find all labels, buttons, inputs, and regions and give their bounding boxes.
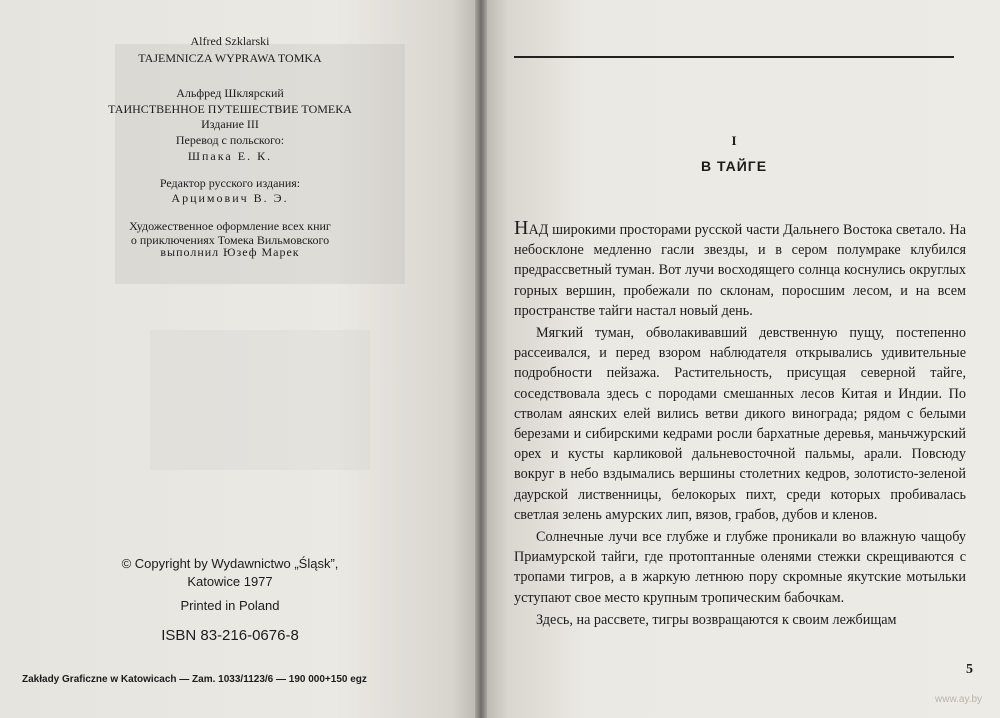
- drop-cap: Н: [514, 217, 529, 239]
- translation-label: Перевод с польского:: [175, 133, 285, 147]
- paragraph-1-text: АД широкими просторами русской части Дальнего Востока светало. На небосклоне медленно гасли звезды, и в сером полумраке клубился предрассветный туман. Вот лучи восходящего солнца коснулись округлых горных вершин, пробежали по склонам, поросшим лесом, и на всем пространстве тайги настал новый день.: [514, 222, 966, 319]
- watermark: www.ay.by: [935, 694, 983, 705]
- original-author: Alfred Szklarski: [190, 34, 270, 48]
- copyright-line-2: Katowice 1977: [187, 574, 273, 589]
- header-rule: [514, 56, 954, 58]
- original-title: TAJEMNICZA WYPRAWA TOMKA: [138, 51, 322, 65]
- art-credit-line-2: о приключениях Томека Вильмовского: [130, 233, 330, 247]
- title-russian: ТАИНСТВЕННОЕ ПУТЕШЕСТВИЕ ТОМЕКА: [108, 102, 352, 116]
- book-gutter: [475, 0, 487, 718]
- copyright-line-1: © Copyright by Wydawnictwo „Śląsk”,: [121, 556, 339, 571]
- art-credit-line-1: Художественное оформление всех книг: [129, 219, 331, 233]
- art-credit-line-3: выполнил Юзеф Марек: [160, 245, 300, 259]
- edition: Издание III: [201, 117, 259, 131]
- paragraph-4: Здесь, на рассвете, тигры возвращаются к своим лежбищам: [536, 611, 897, 628]
- chapter-body: [514, 218, 966, 630]
- isbn: ISBN 83-216-0676-8: [161, 627, 299, 644]
- printer-imprint: Zakłady Graficzne w Katowicach — Zam. 1033/1123/6 — 190 000+150 egz: [22, 674, 367, 685]
- paragraph-2: Мягкий туман, обволакивавший девственную пущу, постепенно рассеивался, и перед взором наблюдателя открывались удивительные подробности пейзажа. Растительность, присущая северной тайге, соседствовала здесь с породами смешанных лесов Китая и Индии. По стволам аянских елей вились ветви дикого винограда; рядом с белыми березами и сибирскими кедрами росли бархатные деревья, маньчжурский орех и кусты карликовой дальневосточной пальмы, арали. Повсюду вокруг в небо вздымались вершины столетних кедров, золотисто-зеленой даурской лиственницы, белокорых пихт, среди которых пробивалась светлая зелень амурских лип, вязов, грабов, дубов и кленов.: [514, 325, 966, 523]
- editor-label: Редактор русского издания:: [159, 176, 301, 190]
- paragraph-1: [514, 218, 966, 321]
- page-number: 5: [966, 662, 973, 677]
- chapter-title: В ТАЙГЕ: [700, 158, 768, 174]
- editor-name: Арцимович В. Э.: [171, 191, 289, 205]
- author-russian: Альфред Шклярский: [176, 86, 284, 100]
- printed-in: Printed in Poland: [180, 598, 280, 613]
- paragraph-3: Солнечные лучи все глубже и глубже проникали во влажную чащобу Приамурской тайги, где протоптанные оленями стежки скрещиваются с тропами тигров, а в жаркую летнюю пору скромные якутские мотыльки уступают свое место крупным тропическим бабочкам.: [514, 529, 966, 606]
- chapter-number: I: [731, 133, 737, 148]
- bleed-through-illustration-lower: [150, 330, 370, 470]
- translator-name: Шпака Е. К.: [187, 149, 273, 163]
